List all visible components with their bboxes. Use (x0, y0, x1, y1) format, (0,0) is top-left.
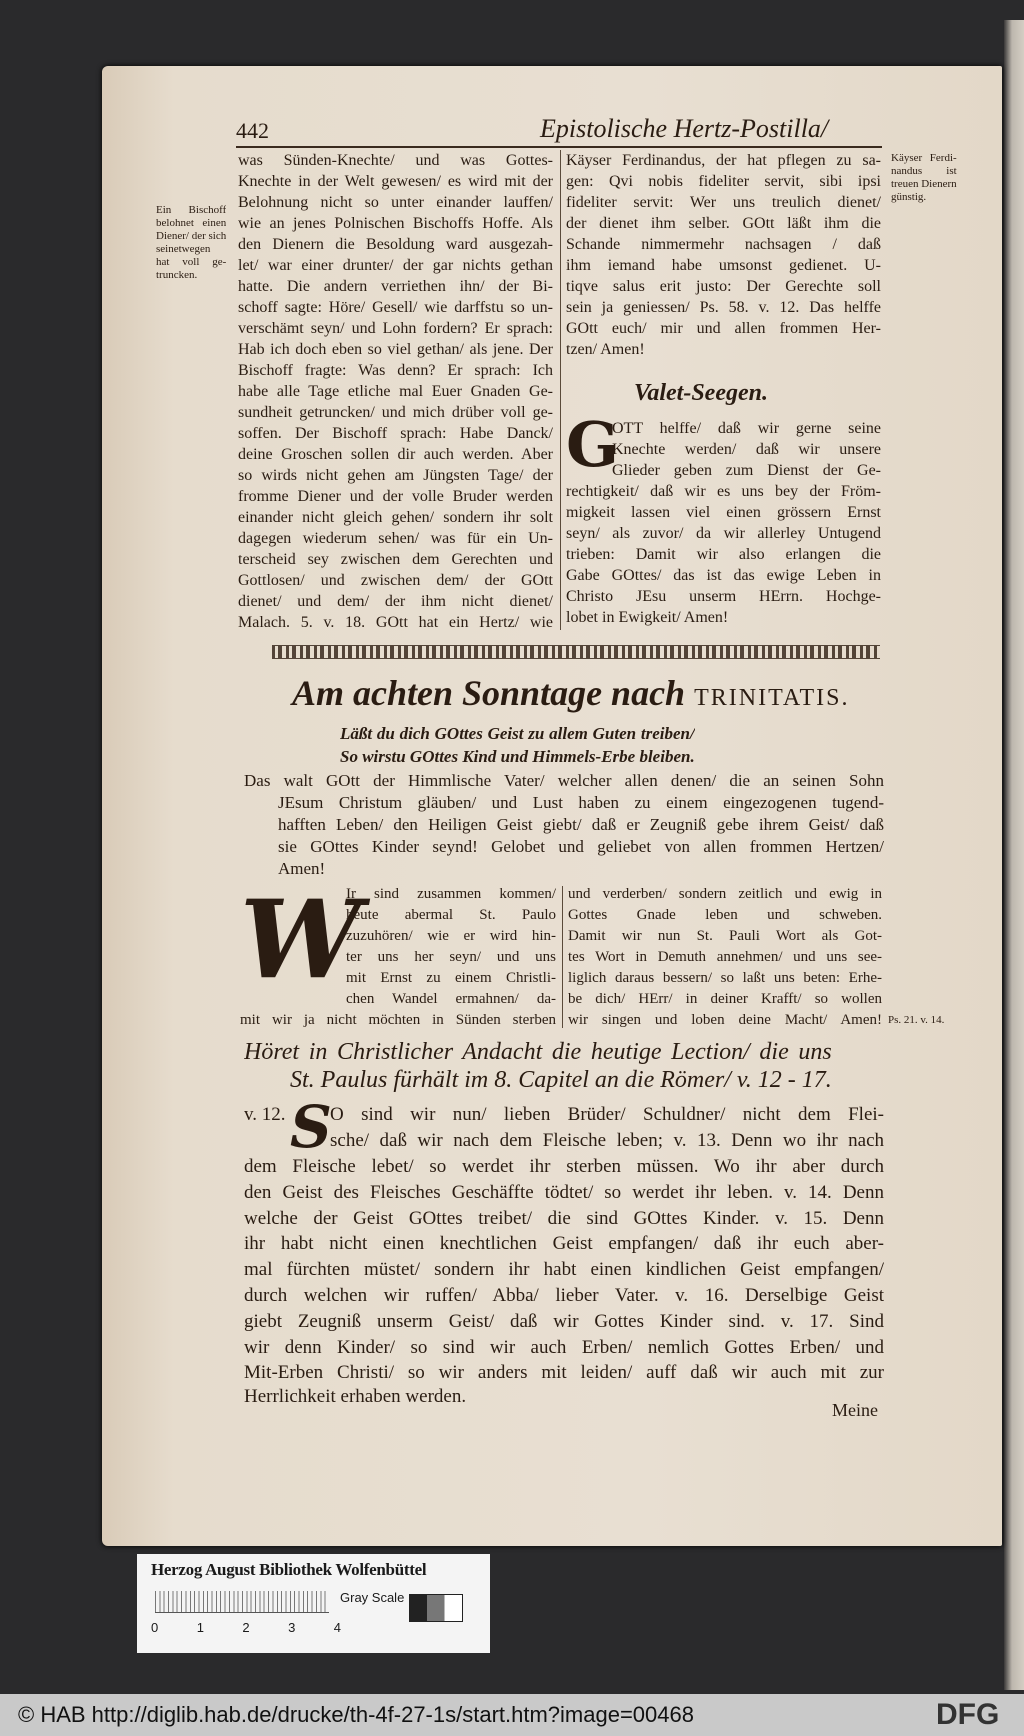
text-line: nandus ist (891, 165, 957, 177)
ruler-ticks (151, 1620, 341, 1635)
text-line: Malach. 5. v. 18. GOtt hat ein Hertz/ wie (238, 614, 553, 631)
text-line: durch welchen wir ruffen/ Abba/ lieber Vater. v. 16. Derselbige Geist (244, 1284, 884, 1306)
left-column-1 (238, 150, 553, 633)
sunday-title-text: Am achten Sonntage nach (292, 673, 686, 713)
text-line: wir denn Kinder/ so sind wir auch Erben/ nemlich Gottes Erben/ und (244, 1336, 884, 1358)
text-line: Gottes Gnade leben und schweben. (568, 907, 882, 923)
text-line: Käyser Ferdinandus, der hat pflegen zu sa- (566, 152, 881, 169)
text-line: wie an jenes Polnischen Bischoffs Hoffe. Als (238, 215, 553, 232)
text-line: So wirstu GOttes Kind und Himmels-Erbe bleiben. (340, 747, 695, 766)
footer-bar (0, 1694, 1024, 1736)
text-line: ihr habt nicht einen knechtlichen Geist empfangen/ daß ihr euch aber- (244, 1233, 884, 1255)
text-line: terscheid sey zwischen dem Gerechten und (238, 551, 553, 568)
text-line: hafften Leben/ den Heiligen Geist giebt/ daß er Zeugniß gebe ihrem Geist/ daß (278, 815, 884, 834)
text-line: fromme Diener und der volle Bruder werden (238, 488, 553, 505)
right-column-1 (566, 150, 881, 360)
lection-first-lines (330, 1102, 884, 1154)
text-line: ihm iemand habe umsonst gedienet. U- (566, 257, 881, 274)
valet-lines (612, 418, 881, 481)
text-line: welche der Geist GOttes treibet/ die sind GOttes Kinder. v. 15. Denn (244, 1207, 884, 1229)
text-line: truncken. (156, 269, 198, 281)
text-line: soffen. Der Bischoff sprach: Habe Danck/ (238, 425, 553, 442)
text-line: liglich daraus bessern/ so laßt uns beten: Erhe- (568, 970, 882, 986)
text-line: Bischoff fragte: Was denn? Er sprach: Ich (238, 362, 553, 379)
text-line: seyn/ als zuvor/ da wir allerley Untugend (566, 525, 881, 542)
gray-scale-swatch (409, 1594, 463, 1622)
text-line: heute abermal St. Paulo (346, 907, 556, 923)
text-line: hat voll ge- (156, 256, 227, 268)
motto (340, 722, 695, 768)
text-line: mit Ernst zu einem Christli- (346, 970, 556, 986)
text-line: Knechte werden/ daß wir unsere (612, 441, 881, 458)
text-line: und verderben/ sondern zeitlich und ewig in (568, 886, 882, 902)
text-line: tiqve salus erit justo: Der Gerechte soll (566, 278, 881, 295)
text-line: dagegen wiederum sehen/ was für ein Un- (238, 530, 553, 547)
text-line: Gottlosen/ und zwischen dem/ der GOtt (238, 572, 553, 589)
text-line: OTT helffe/ daß wir gerne seine (612, 420, 881, 437)
text-line: Gabe GOttes/ das ist das ewige Leben in (566, 567, 881, 584)
text-line: ter uns her seyn/ und uns (346, 949, 556, 965)
text-line: Ir sind zusammen kommen/ (346, 886, 556, 902)
text-line: Das walt GOtt der Himmlische Vater/ welcher allen denen/ die an seinen Sohn (244, 771, 884, 790)
text-line: 1 (196, 1620, 204, 1635)
text-line: Höret in Christlicher Andacht die heutige Lection/ die uns (244, 1039, 832, 1065)
sunday-title-caps: TRINITATIS. (694, 685, 850, 711)
text-line: let/ war einer drunter/ der gar nichts gethan (238, 257, 553, 274)
text-line: deine Groschen sollen dir auch werden. Aber (238, 446, 553, 463)
text-line: günstig. (891, 191, 927, 203)
text-line: migkeit lassen viel einen grössern Ernst (566, 504, 881, 521)
text-line: habe alle Tage etliche mal Euer Gnaden Ge- (238, 383, 553, 400)
column-divider-2 (562, 886, 563, 1028)
text-line: dem Fleische lebet/ so werdet ihr sterben müssen. Wo ihr aber durch (244, 1156, 884, 1177)
text-line: hatte. Die andern verriethen ihn/ der Bi- (238, 278, 553, 295)
text-line: fideliter servit: Wer uns treulich dienet/ (566, 194, 881, 211)
copyright-url[interactable]: © HAB http://diglib.hab.de/drucke/th-4f-27-1s/start.htm?image=00468 (18, 1702, 694, 1727)
valet-lines-full (566, 481, 881, 628)
verse-label: v. 12. (244, 1104, 286, 1125)
lection-heading (244, 1038, 832, 1094)
text-line: den Geist des Fleisches Geschäffte tödtet/ so werdet ihr leben. v. 14. Denn (244, 1181, 884, 1203)
lection-last-line: Herrlichkeit erhaben werden. (244, 1386, 467, 1407)
text-line: gen: Qvi nobis fideliter servit, sibi ipsi (566, 173, 881, 190)
drop-cap-w: W (240, 877, 362, 1003)
text-line: einander nicht gleich gehen/ sondern ihr solt (238, 509, 553, 526)
text-line: seinetwegen (156, 243, 211, 255)
lection-body (244, 1154, 884, 1386)
dfg-logo: DFG (936, 1698, 1000, 1731)
text-line: sundheit getruncken/ und mich drüber voll ge- (238, 404, 553, 421)
text-line: Hab ich doch eben so viel gethan/ als jene. Der (238, 341, 553, 358)
text-line: Glieder geben zum Dienst der Ge- (612, 462, 881, 479)
text-line: so wirds nicht gehen am Jüngsten Tage/ der (238, 467, 553, 484)
opening-prayer (244, 770, 884, 880)
adjacent-page-edge (1004, 20, 1024, 1690)
text-line: treuen Dienern (891, 178, 957, 190)
text-line: sein ja geniessen/ Ps. 58. v. 12. Das helffe (566, 299, 881, 316)
drop-cap-g: G (566, 408, 619, 481)
text-line: schoff sagte: Höre/ Gesell/ wie darffstu so un- (238, 299, 553, 316)
library-name: Herzog August Bibliothek Wolfenbüttel (151, 1560, 427, 1579)
ornament-divider (272, 645, 880, 659)
text-line: Damit wir nun St. Pauli Wort als Got- (568, 928, 882, 944)
library-label-card (137, 1554, 490, 1653)
intro-right-lines (568, 884, 882, 1031)
header-rule (236, 146, 882, 148)
text-line: O sind wir nun/ lieben Brüder/ Schuldner/ nicht dem Flei- (330, 1104, 884, 1125)
text-line: der dienet ihm selber. GOtt läßt ihm die (566, 215, 881, 232)
text-line: JEsum Christum gläuben/ und Lust haben zu einem eingezogenen tugend- (278, 793, 884, 812)
text-line: Belohnung nicht so unter einander lauffen/ (238, 194, 553, 211)
text-line: Käyser Ferdi- (891, 152, 957, 164)
text-line: sche/ daß wir nach dem Fleische leben; v. 13. Denn wo ihr nach (330, 1130, 884, 1151)
text-line: zuzuhören/ wie er wird hin- (346, 928, 556, 944)
margin-note-left (156, 204, 226, 282)
text-line: 2 (242, 1620, 250, 1635)
text-line: St. Paulus fürhält im 8. Capitel an die Römer/ v. 12 - 17. (290, 1067, 832, 1093)
text-line: dienet/ und dem/ der ihm nicht dienet/ (238, 593, 553, 610)
text-line: lobet in Ewigkeit/ Amen! (566, 609, 729, 626)
text-line: chen Wandel ermahnen/ da- (346, 991, 556, 1007)
text-line: Knechte in der Welt gewesen/ es wird mit der (238, 173, 553, 190)
margin-ref-psalm: Ps. 21. v. 14. (888, 1014, 945, 1026)
text-line: 4 (333, 1620, 341, 1635)
ruler (155, 1591, 329, 1613)
text-line: Schande nimmermehr nachsagen / daß (566, 236, 881, 253)
text-line: den Dienern die Besoldung ward ausgezah- (238, 236, 553, 253)
text-line: sie GOttes Kinder seynd! Gelobet und geliebet von allen frommen Hertzen/ (278, 837, 884, 856)
text-line: Läßt du dich GOttes Geist zu allem Guten treiben/ (340, 724, 695, 743)
text-line: tzen/ Amen! (566, 341, 645, 358)
page-number: 442 (236, 118, 269, 143)
text-line: tes Wort in Demuth annehmen/ und uns see- (568, 949, 882, 965)
text-line: Mit-Erben Christi/ so wir anders mit leiden/ auff daß wir auch mit zur (244, 1362, 884, 1384)
text-line: Ein Bischoff (156, 204, 227, 216)
text-line: mal fürchten müstet/ sondern ihr habt einen kindlichen Geist empfangen/ (244, 1259, 884, 1281)
text-line: Christo JEsu unserm HErrn. Hochge- (566, 588, 881, 605)
text-line: GOtt euch/ mir und allen frommen Her- (566, 320, 881, 337)
gray-scale-label: Gray Scale (340, 1590, 405, 1605)
text-line: giebt Zeugniß unserm Geist/ daß wir Gottes Kinder sind. v. 17. Sind (244, 1310, 884, 1332)
intro-left-full: mit wir ja nicht möchten in Sünden sterben (240, 1012, 556, 1028)
text-line: wir singen und loben deine Macht/ Amen! (568, 1012, 882, 1028)
drop-cap-s: S (290, 1093, 332, 1161)
text-line: rechtigkeit/ daß wir es uns bey der Fröm- (566, 483, 881, 500)
sunday-title (292, 672, 850, 714)
margin-note-right (891, 152, 957, 204)
text-line: trieben: Damit wir also erlangen die (566, 546, 881, 563)
text-line: Diener/ der sich (156, 230, 227, 242)
text-line: 0 (151, 1620, 159, 1635)
valet-heading: Valet-Seegen. (634, 380, 768, 406)
text-line: was Sünden-Knechte/ und was Gottes- (238, 152, 553, 169)
column-divider (560, 150, 561, 630)
running-title: Epistolische Hertz-Postilla/ (540, 114, 829, 143)
text-line: Amen! (278, 859, 326, 878)
text-line: 3 (288, 1620, 296, 1635)
text-line: verschämt seyn/ und Lohn fordern? Er sprach: (238, 320, 553, 337)
text-line: belohnet einen (156, 217, 227, 229)
text-line: be dich/ HErr/ in deiner Krafft/ so wollen (568, 991, 882, 1007)
catchword: Meine (832, 1400, 878, 1420)
intro-left-lines (346, 884, 556, 1010)
